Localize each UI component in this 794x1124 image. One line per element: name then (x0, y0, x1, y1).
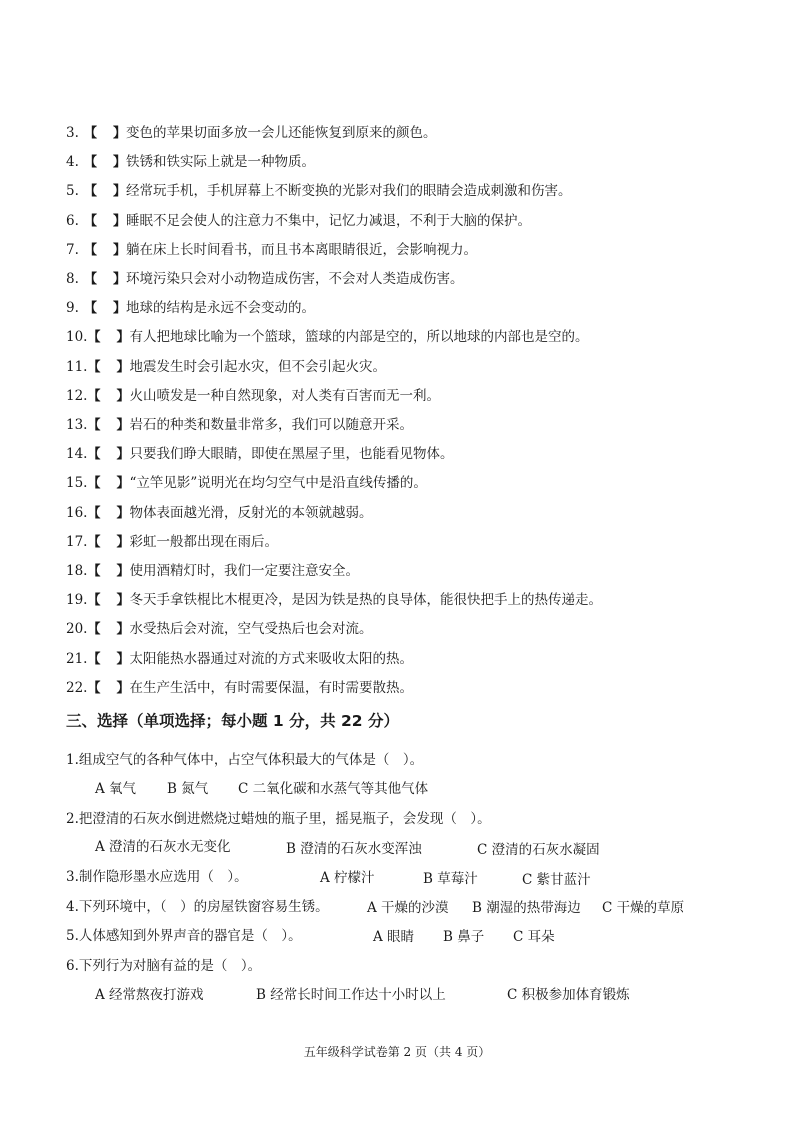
mc-q5-option-c: C 耳朵 (513, 929, 555, 945)
answer-bracket-open: 【 (84, 214, 98, 229)
mc-question-5: 5.人体感知到外界声音的器官是（ ）。 (66, 928, 302, 944)
tf-item-text: 冬天手拿铁棍比木棍更冷，是因为铁是热的良导体，能很快把手上的热传递走。 (129, 592, 603, 608)
tf-item-text: 铁锈和铁实际上就是一种物质。 (126, 154, 316, 170)
tf-item-text: 使用酒精灯时，我们一定要注意安全。 (129, 563, 360, 579)
tf-item (66, 358, 386, 377)
tf-item-number: 14. (66, 446, 88, 462)
tf-item (66, 182, 572, 201)
tf-item-number: 22. (66, 680, 88, 696)
tf-item (66, 299, 315, 318)
mc-question-3: 3.制作隐形墨水应选用（ ）。 (66, 869, 248, 885)
answer-bracket-close: 】 (116, 535, 130, 550)
answer-bracket-close: 】 (116, 330, 130, 345)
answer-bracket-open: 【 (84, 301, 98, 316)
mc-q6-option-c: C 积极参加体育锻炼 (507, 987, 630, 1003)
tf-item-number: 21. (66, 651, 88, 667)
answer-bracket-open: 【 (87, 389, 101, 404)
tf-item (66, 591, 602, 610)
answer-bracket-close: 】 (116, 681, 130, 696)
mc-question-1: 1.组成空气的各种气体中，占空气体积最大的气体是（ ）。 (66, 752, 424, 768)
answer-bracket-close: 】 (116, 506, 130, 521)
tf-item-text: 有人把地球比喻为一个篮球，篮球的内部是空的，所以地球的内部也是空的。 (129, 329, 589, 345)
tf-item-number: 9. (66, 300, 79, 316)
answer-bracket-open: 【 (84, 243, 98, 258)
tf-item (66, 241, 477, 260)
mc-question-2: 2.把澄清的石灰水倒进燃烧过蜡烛的瓶子里，摇晃瓶子，会发现（ ）。 (66, 811, 491, 827)
mc-q4-option-a: A 干燥的沙漠 (367, 900, 449, 916)
tf-item-number: 12. (66, 388, 88, 404)
mc-q4-option-c: C 干燥的草原 (602, 900, 685, 916)
tf-item (66, 562, 359, 581)
tf-item-number: 11. (66, 359, 88, 375)
page-footer: 五年级科学试卷第 2 页（共 4 页） (303, 1045, 491, 1059)
tf-item-text: 地震发生时会引起水灾，但不会引起火灾。 (129, 359, 387, 375)
tf-item-text: 睡眠不足会使人的注意力不集中，记忆力减退，不利于大脑的保护。 (126, 213, 532, 229)
mc-q3-option-a: A 柠檬汁 (320, 870, 375, 886)
answer-bracket-open: 【 (87, 360, 101, 375)
tf-item-number: 3. (66, 125, 79, 141)
answer-bracket-open: 【 (87, 330, 101, 345)
tf-item-number: 7. (66, 242, 79, 258)
answer-bracket-open: 【 (84, 184, 98, 199)
mc-q1-option-c: C 二氧化碳和水蒸气等其他气体 (238, 781, 429, 797)
answer-bracket-open: 【 (87, 447, 101, 462)
tf-item (66, 270, 464, 289)
tf-item-text: 物体表面越光滑，反射光的本领就越弱。 (129, 505, 373, 521)
answer-bracket-open: 【 (87, 681, 101, 696)
answer-bracket-close: 】 (116, 389, 130, 404)
tf-item-text: 经常玩手机，手机屏幕上不断变换的光影对我们的眼睛会造成刺激和伤害。 (126, 183, 572, 199)
mc-q5-option-b: B 鼻子 (443, 929, 485, 945)
tf-item (66, 533, 278, 552)
tf-item-text: 环境污染只会对小动物造成伤害，不会对人类造成伤害。 (126, 271, 464, 287)
tf-item (66, 153, 315, 172)
mc-q2-option-a: A 澄清的石灰水无变化 (95, 839, 231, 855)
answer-bracket-close: 】 (116, 476, 130, 491)
tf-item (66, 620, 373, 639)
tf-item-number: 17. (66, 534, 88, 550)
answer-bracket-open: 【 (84, 155, 98, 170)
answer-bracket-open: 【 (87, 652, 101, 667)
answer-bracket-close: 】 (113, 301, 127, 316)
answer-bracket-close: 】 (113, 184, 127, 199)
answer-bracket-open: 【 (87, 476, 101, 491)
answer-bracket-close: 】 (116, 447, 130, 462)
mc-question-6: 6.下列行为对脑有益的是（ ）。 (66, 958, 262, 974)
answer-bracket-close: 】 (116, 652, 130, 667)
tf-item-text: 在生产生活中，有时需要保温，有时需要散热。 (129, 680, 414, 696)
tf-item-text: 太阳能热水器通过对流的方式来吸收太阳的热。 (129, 651, 414, 667)
mc-q1-option-b: B 氮气 (167, 781, 209, 797)
answer-bracket-open: 【 (87, 564, 101, 579)
tf-item-number: 16. (66, 505, 88, 521)
tf-item-number: 13. (66, 417, 88, 433)
answer-bracket-open: 【 (84, 272, 98, 287)
tf-item-text: 只要我们睁大眼睛，即使在黑屋子里，也能看见物体。 (129, 446, 454, 462)
tf-item (66, 679, 413, 698)
answer-bracket-open: 【 (87, 506, 101, 521)
tf-item-number: 10. (66, 329, 88, 345)
answer-bracket-close: 】 (113, 214, 127, 229)
tf-item-number: 18. (66, 563, 88, 579)
mc-q4-option-b: B 潮湿的热带海边 (472, 900, 581, 916)
tf-item (66, 416, 413, 435)
mc-q3-option-b: B 草莓汁 (423, 871, 478, 887)
tf-item-text: 岩石的种类和数量非常多，我们可以随意开采。 (129, 417, 414, 433)
tf-item (66, 124, 437, 143)
tf-item (66, 328, 589, 347)
mc-question-4: 4.下列环境中，（ ）的房屋铁窗容易生锈。 (66, 899, 329, 915)
answer-bracket-open: 【 (87, 593, 101, 608)
mc-q6-option-a: A 经常熬夜打游戏 (95, 987, 204, 1003)
mc-q3-option-c: C 紫甘蓝汁 (522, 872, 591, 888)
answer-bracket-close: 】 (113, 155, 127, 170)
answer-bracket-close: 】 (116, 593, 130, 608)
answer-bracket-close: 】 (116, 564, 130, 579)
tf-item (66, 387, 440, 406)
tf-item-number: 20. (66, 621, 88, 637)
tf-item-number: 5. (66, 183, 79, 199)
tf-item-number: 4. (66, 154, 79, 170)
tf-item-number: 19. (66, 592, 88, 608)
answer-bracket-close: 】 (116, 360, 130, 375)
tf-item (66, 212, 531, 231)
mc-q5-option-a: A 眼睛 (373, 929, 415, 945)
tf-item-text: “立竿见影”说明光在均匀空气中是沿直线传播的。 (129, 475, 427, 491)
tf-item-text: 地球的结构是永远不会变动的。 (126, 300, 316, 316)
answer-bracket-open: 【 (87, 622, 101, 637)
tf-item (66, 474, 427, 493)
section-title: 三、选择（单项选择；每小题 1 分，共 22 分） (66, 712, 399, 730)
mc-q6-option-b: B 经常长时间工作达十小时以上 (256, 987, 446, 1003)
tf-item (66, 650, 413, 669)
tf-item-text: 火山喷发是一种自然现象，对人类有百害而无一利。 (129, 388, 441, 404)
answer-bracket-close: 】 (113, 243, 127, 258)
answer-bracket-open: 【 (84, 126, 98, 141)
answer-bracket-open: 【 (87, 418, 101, 433)
tf-item-text: 变色的苹果切面多放一会儿还能恢复到原来的颜色。 (126, 125, 437, 141)
answer-bracket-close: 】 (113, 126, 127, 141)
answer-bracket-close: 】 (113, 272, 127, 287)
answer-bracket-close: 】 (116, 622, 130, 637)
tf-item-number: 6. (66, 213, 79, 229)
tf-item (66, 445, 454, 464)
tf-item-text: 水受热后会对流，空气受热后也会对流。 (129, 621, 373, 637)
tf-item-number: 8. (66, 271, 79, 287)
tf-item-text: 躺在床上长时间看书，而且书本离眼睛很近，会影响视力。 (126, 242, 478, 258)
mc-q2-option-b: B 澄清的石灰水变浑浊 (286, 841, 422, 857)
tf-item-text: 彩虹一般都出现在雨后。 (129, 534, 279, 550)
tf-item (66, 504, 373, 523)
mc-q1-option-a: A 氧气 (95, 781, 137, 797)
answer-bracket-open: 【 (87, 535, 101, 550)
answer-bracket-close: 】 (116, 418, 130, 433)
mc-q2-option-c: C 澄清的石灰水凝固 (477, 842, 600, 858)
tf-item-number: 15. (66, 475, 88, 491)
